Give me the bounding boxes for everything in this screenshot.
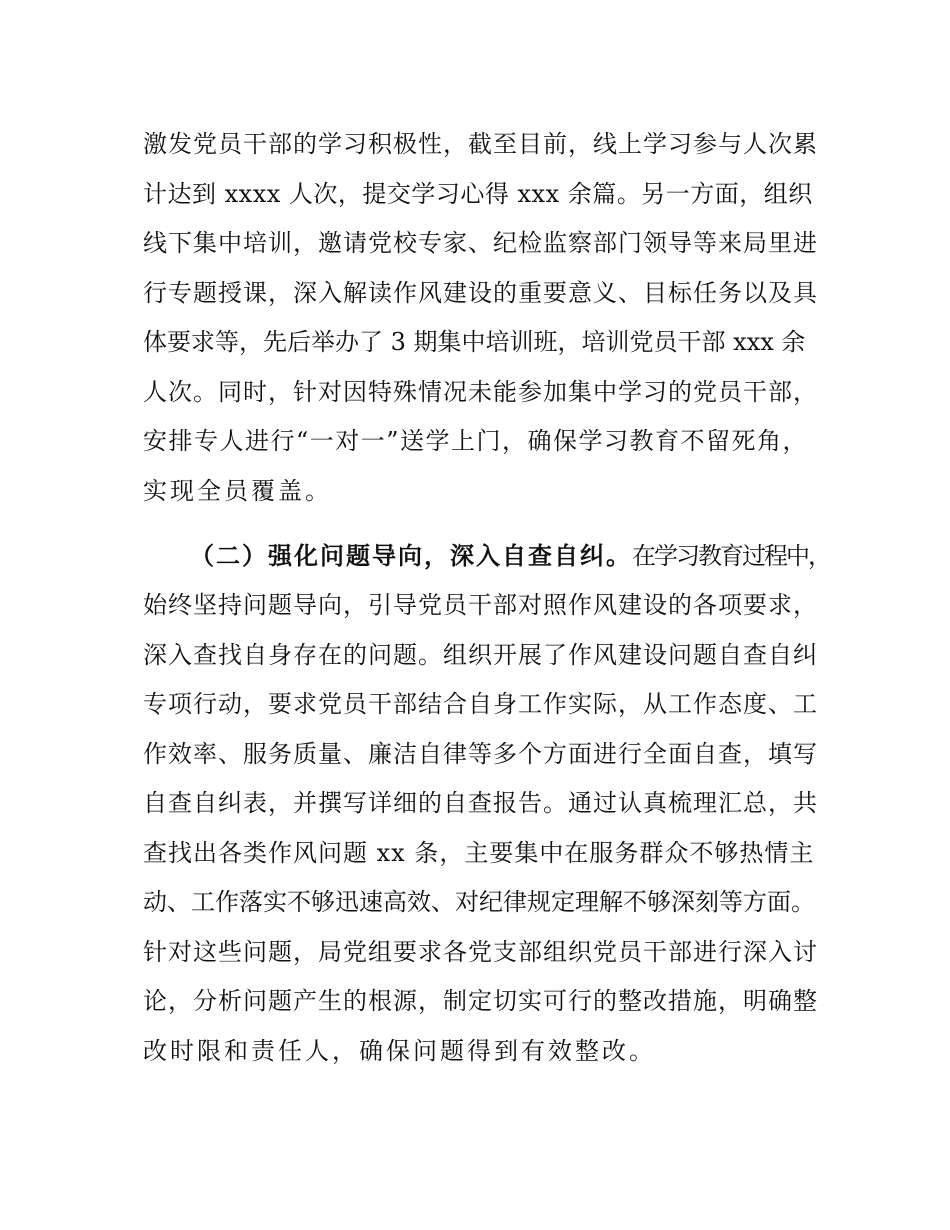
paragraph-line: 行专题授课，深入解读作风建设的重要意义、目标任务以及具 [143, 279, 818, 307]
paragraph-line: 体要求等，先后举办了 3 期集中培训班，培训党员干部 xxx 余 [143, 328, 806, 356]
paragraph-line: 查找出各类作风问题 xx 条，主要集中在服务群众不够热情主 [143, 839, 815, 867]
paragraph-line: 论，分析问题产生的根源，制定切实可行的整改措施，明确整 [143, 987, 818, 1015]
paragraph-line: 针对这些问题，局党组要求各党支部组织党员干部进行深入讨 [143, 938, 818, 966]
paragraph-line: 激发党员干部的学习积极性，截至目前，线上学习参与人次累 [143, 130, 818, 158]
paragraph-line: 实现全员覆盖。 [143, 477, 332, 505]
heading-line-text: 在学习教育过程中， [632, 542, 830, 570]
paragraph-line: 计达到 xxxx 人次，提交学习心得 xxx 余篇。另一方面，组织 [143, 180, 813, 208]
paragraph-line: 线下集中培训，邀请党校专家、纪检监察部门领导等来局里进 [143, 229, 818, 257]
paragraph-line: 自查自纠表，并撰写详细的自查报告。通过认真梳理汇总，共 [143, 789, 818, 817]
paragraph-line: 始终坚持问题导向，引导党员干部对照作风建设的各项要求， [143, 591, 818, 619]
paragraph-line: 专项行动，要求党员干部结合自身工作实际，从工作态度、工 [143, 690, 818, 718]
paragraph-line: 作效率、服务质量、廉洁自律等多个方面进行全面自查，填写 [143, 740, 818, 768]
paragraph-line: 安排专人进行“一对一”送学上门，确保学习教育不留死角， [143, 427, 809, 455]
section-heading: （二）强化问题导向，深入自查自纠。 [190, 542, 632, 570]
paragraph-line: 改时限和责任人，确保问题得到有效整改。 [143, 1037, 656, 1065]
paragraph-first-line [190, 539, 830, 573]
paragraph-line: 动、工作落实不够迅速高效、对纪律规定理解不够深刻等方面。 [143, 888, 815, 916]
paragraph-line: 人次。同时，针对因特殊情况未能参加集中学习的党员干部， [143, 378, 818, 406]
paragraph-line: 深入查找自身存在的问题。组织开展了作风建设问题自查自纠 [143, 641, 818, 669]
